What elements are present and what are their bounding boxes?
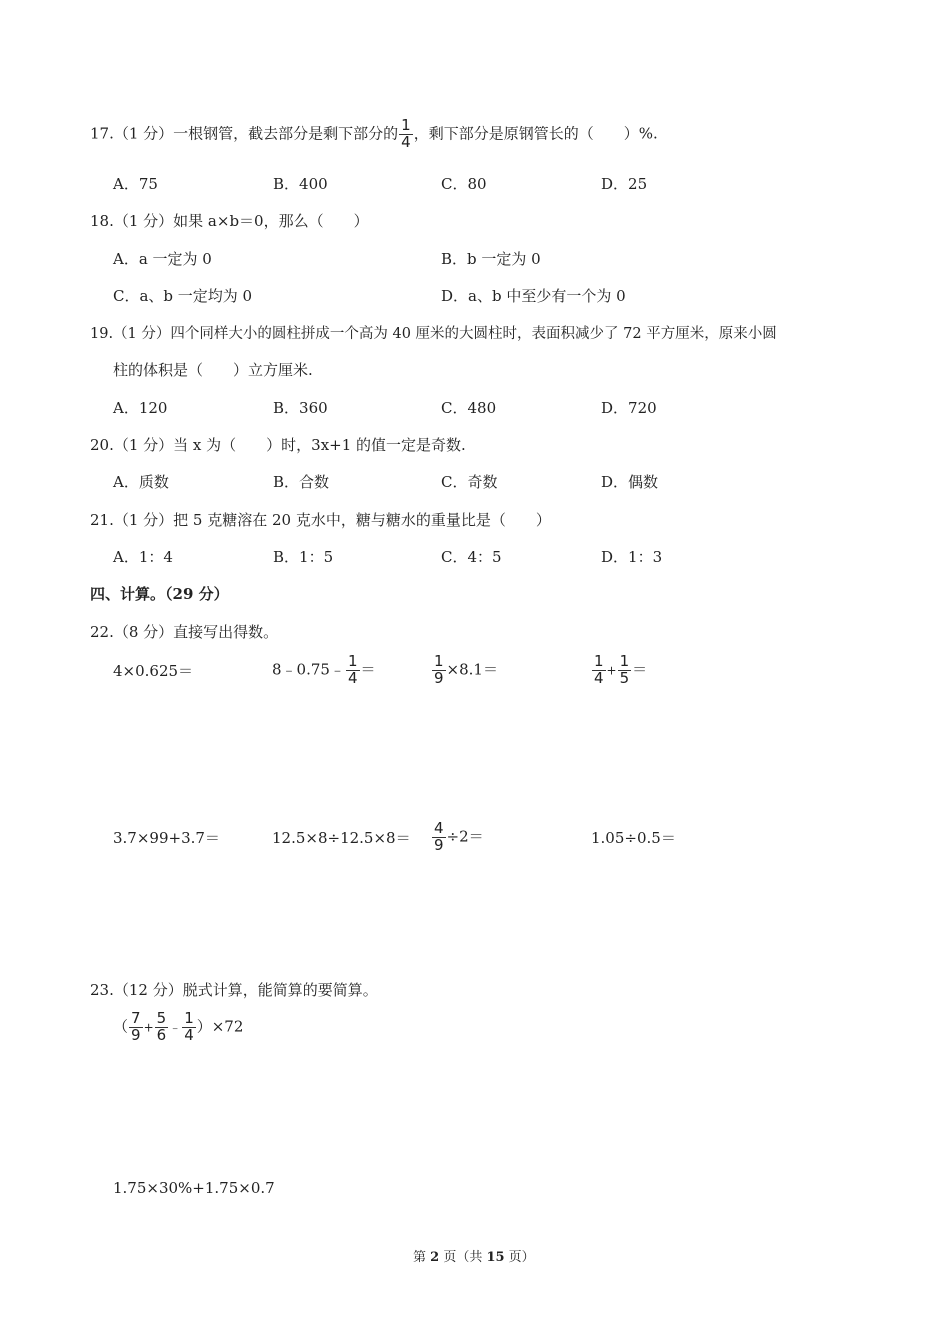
q22-expr-3-den: 9 [434,668,444,687]
q17-frac-den: 4 [401,132,411,151]
q23-expr-1-num-1: 7 [131,1009,141,1027]
q22-expr-7 [431,821,484,854]
q17-text-prefix: 17.（1 分）一根钢管，截去部分是剩下部分的 [90,124,399,143]
question-23-title: 23.（12 分）脱式计算，能简算的要简算。 [90,981,378,999]
q17-option-d: D．25 [601,175,648,193]
q22-expr-7-fraction [432,821,446,854]
footer-post: 页） [504,1250,535,1265]
q19-option-b: B．360 [273,399,328,417]
footer-mid: 页（共 [439,1250,487,1265]
q22-expr-2-prefix: 8﹣0.75﹣ [272,660,345,679]
q22-expr-3-suffix: ×8.1＝ [446,660,498,679]
q23-expr-1-den-3: 4 [184,1025,194,1044]
q18-option-d: D．a、b 中至少有一个为 0 [441,287,626,305]
section-4-title: 四、计算。（29 分） [90,585,229,603]
q22-expr-2-suffix: ＝ [360,660,376,679]
q23-expr-1-fraction-1 [129,1011,143,1044]
question-19-line-1: 19.（1 分）四个同样大小的圆柱拼成一个高为 40 厘米的大圆柱时，表面积减少了 72 平方厘米，原来小圆 [90,326,777,342]
q23-expr-1-close: ）×72 [196,1017,244,1036]
q19-option-c: C．480 [441,399,497,417]
q23-expr-1-op-1: + [143,1020,154,1035]
q22-expr-4-num-2: 1 [619,652,630,670]
q19-option-d: D．720 [601,399,657,417]
q22-expr-7-den: 9 [434,835,444,854]
q21-option-b: B．1：5 [273,548,334,566]
q23-expr-1-den-2: 6 [156,1025,167,1044]
q22-expr-4-fraction-1 [592,654,606,687]
q23-expr-2: 1.75×30%+1.75×0.7 [113,1179,275,1197]
q23-expr-1-op-2: ﹣ [169,1020,182,1035]
q22-expr-2-num: 1 [347,652,358,670]
q22-expr-3-fraction [432,654,446,687]
question-21: 21.（1 分）把 5 克糖溶在 20 克水中，糖与糖水的重量比是（ ） [90,511,551,529]
q22-expr-3 [431,654,498,687]
q22-expr-4-operator: + [606,663,617,678]
q22-expr-7-suffix: ÷2＝ [446,827,484,846]
q22-expr-4-num-1: 1 [594,652,604,670]
q19-option-a: A．120 [113,399,168,417]
q21-option-a: A．1：4 [113,548,173,566]
q22-expr-4-den-1: 4 [594,668,604,687]
question-17 [90,118,658,151]
q22-expr-4 [591,654,647,687]
footer-total-pages: 15 [486,1250,505,1265]
q22-expr-7-num: 4 [434,819,444,837]
q22-expr-2 [272,654,376,687]
question-18: 18.（1 分）如果 a×b＝0，那么（ ） [90,212,369,230]
q17-text-suffix: ，剩下部分是原钢管长的（ ）%. [413,124,658,143]
page-footer [413,1246,535,1265]
q22-expr-5: 3.7×99+3.7＝ [113,829,220,847]
q22-expr-8: 1.05÷0.5＝ [591,829,676,847]
q21-option-d: D．1：3 [601,548,663,566]
q23-expr-1 [113,1011,243,1044]
q23-expr-1-num-3: 1 [184,1009,194,1027]
q23-expr-1-open: （ [113,1017,129,1036]
q20-option-a: A．质数 [113,473,169,491]
q22-expr-4-suffix: ＝ [632,660,648,679]
q22-expr-2-den: 4 [347,668,358,687]
q22-expr-3-num: 1 [434,652,444,670]
q22-expr-6: 12.5×8÷12.5×8＝ [272,829,411,847]
q21-option-c: C．4：5 [441,548,502,566]
q18-option-b: B．b 一定为 0 [441,250,541,268]
question-19-line-2: 柱的体积是（ ）立方厘米. [113,361,313,379]
footer-pre: 第 [413,1250,431,1265]
q17-frac-num: 1 [401,116,411,134]
q18-option-c: C．a、b 一定均为 0 [113,287,253,305]
q20-option-c: C．奇数 [441,473,498,491]
q17-option-b: B．400 [273,175,328,193]
q23-expr-1-num-2: 5 [156,1009,167,1027]
question-20: 20.（1 分）当 x 为（ ）时，3x+1 的值一定是奇数. [90,436,466,454]
q17-fraction [399,118,413,151]
q23-expr-1-den-1: 9 [131,1025,141,1044]
q17-option-c: C．80 [441,175,487,193]
q23-expr-1-fraction-3 [182,1011,196,1044]
footer-page-number: 2 [430,1250,440,1265]
q22-expr-2-fraction [346,654,360,687]
q23-expr-1-fraction-2 [155,1011,169,1044]
question-22-title: 22.（8 分）直接写出得数。 [90,623,279,641]
q22-expr-1: 4×0.625＝ [113,662,194,680]
q20-option-d: D．偶数 [601,473,659,491]
q17-option-a: A．75 [113,175,158,193]
q20-option-b: B．合数 [273,473,330,491]
q22-expr-4-den-2: 5 [619,668,630,687]
q18-option-a: A．a 一定为 0 [113,250,212,268]
q22-expr-4-fraction-2 [618,654,632,687]
